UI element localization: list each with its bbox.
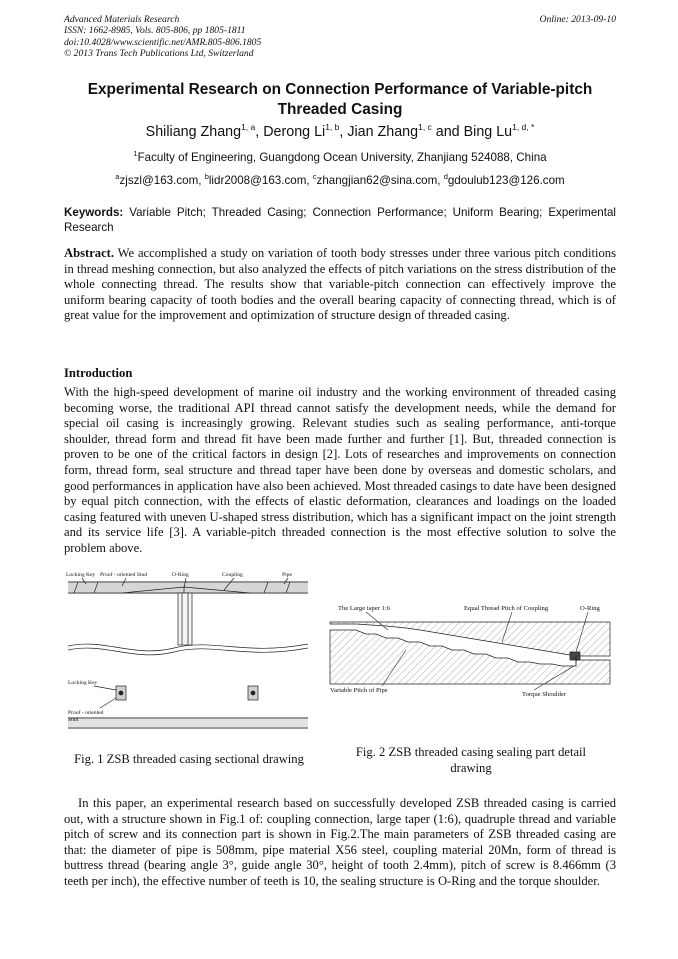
- author-list: [64, 122, 616, 140]
- fig1-label-stud-bottom-2: Stud: [68, 717, 79, 723]
- author-name: Derong Li: [263, 123, 326, 140]
- fig1-label-stud-top: Proof - oriented Stud: [100, 572, 148, 578]
- author-separator: ,: [339, 123, 348, 140]
- author-affil-sup: 1, b: [325, 122, 340, 132]
- journal-copyright: © 2013 Trans Tech Publications Ltd, Switzerland: [64, 47, 254, 59]
- online-date: Online: 2013-09-10: [539, 14, 616, 25]
- introduction-text: With the high-speed development of marine oil industry and the working environment of threaded casing becoming worse, the traditional API thread cannot satisfy the development needs, while the demand for special oil casing is increasingly growing. Relevant studies such as sealing performance, anti-torque shoulder, thread form and thread fit have been made further and further [1]. But, threaded connection is proven to be one of the critical factors in design [2]. Lots of researches and improvements on connection form, thread form, seal structure and thread taper have been done by overseas and domestic scholars, and good performances in application have also been achieved. Most threaded casings to date have been designed by equal pitch connection, with the effects of elastic deformation, clearances and loadings on the loaded casing featured with uneven U-shaped stress distribution, which has a significant impact on the joint strength and its service life [3]. A variable-pitch threaded connection is the most effective solution to solve the problem above.: [64, 385, 616, 555]
- email-list: [64, 172, 616, 187]
- introduction-heading: Introduction: [64, 366, 133, 380]
- fig1-label-stud-bottom-1: Proof - oriented: [68, 710, 104, 716]
- fig1-label-locking-key-bottom: Locking Key: [68, 680, 98, 686]
- keywords: [64, 205, 616, 235]
- fig2-label-variable-pitch: Variable Pitch of Pipe: [330, 687, 388, 694]
- fig1-label-locking-key-top: Locking Key: [66, 572, 96, 578]
- fig2-label-oring: O-Ring: [580, 605, 600, 612]
- email-sup: a: [115, 172, 120, 181]
- affiliation-sup: 1: [133, 149, 138, 158]
- fig2-label-torque-shoulder: Torque Shoulder: [522, 691, 567, 698]
- fig1-label-pipe: Pipe: [282, 572, 292, 578]
- abstract: [64, 246, 616, 324]
- figure-1-caption: Fig. 1 ZSB threaded casing sectional drawing: [74, 752, 304, 766]
- fig1-label-oring: O-Ring: [172, 572, 189, 578]
- author-name: Jian Zhang: [347, 123, 419, 140]
- author-name: Shiliang Zhang: [145, 123, 242, 140]
- email-sup: b: [204, 172, 209, 181]
- fig1-label-coupling: Coupling: [222, 572, 243, 578]
- affiliation: [64, 149, 616, 164]
- paper-title: Experimental Research on Connection Performance of Variable-pitch Threaded Casing: [87, 81, 593, 118]
- figure-1-sectional-drawing: [64, 568, 312, 734]
- journal-header: [64, 14, 616, 59]
- journal-issn: ISSN: 1662-8985, Vols. 805-806, pp 1805-1811: [64, 25, 246, 37]
- body-paragraph: In this paper, an experimental research based on successfully developed ZSB threaded casing is carried out, with a structure shown in Fig.1 of: coupling connection, large taper (1:6), quadruple thread and variable pitch of screw and its connection part is shown in Fig.2.The main parameters of ZSB threaded casing are that: the diameter of pipe is 508mm, pipe material X56 steel, coupling material 20Mn, form of thread is buttress thread (bearing angle 3°, guide angle 30°, height of tooth 2.4mm), pitch of screw is 8.466mm (3 teeth per inch), the effective number of teeth is 10, the sealing structure is O-Ring and the torque shoulder.: [64, 796, 616, 888]
- author-name: Bing Lu: [463, 123, 513, 140]
- journal-doi: doi:10.4028/www.scientific.net/AMR.805-806.1805: [64, 36, 262, 48]
- keywords-text: Variable Pitch; Threaded Casing; Connection Performance; Uniform Bearing; Experimental Research: [64, 206, 616, 234]
- email-sup: c: [312, 172, 317, 181]
- abstract-label: Abstract.: [64, 246, 115, 260]
- email-address: gdoulub123@126.com: [447, 173, 565, 187]
- email-address: zhangjian62@sina.com,: [316, 173, 444, 187]
- fig2-label-equal-pitch: Equal Thread Pitch of Coupling: [464, 605, 549, 612]
- figure-2-caption: Fig. 2 ZSB threaded casing sealing part detail drawing: [355, 745, 587, 775]
- affiliation-text: Faculty of Engineering, Guangdong Ocean University, Zhanjiang 524088, China: [137, 150, 547, 164]
- author-separator: ,: [255, 123, 264, 140]
- email-address: lidr2008@163.com,: [208, 173, 313, 187]
- author-affil-sup: 1, d, *: [512, 122, 535, 132]
- abstract-text: We accomplished a study on variation of tooth body stresses under three various pitch conditions in thread meshing connection, but also analyzed the effects of pitch variations on the stress distribution of the whole connecting thread. The results show that variable-pitch connection can effectively improve the uniform bearing capacity of tooth bodies and the overall bearing capacity of connecting thread, which is of great value for the improvement and optimization of structure design of threaded casing.: [64, 246, 616, 323]
- email-sup: d: [443, 172, 448, 181]
- author-affil-sup: 1, c: [418, 122, 432, 132]
- fig2-label-large-taper: The Large taper 1:6: [338, 605, 391, 612]
- author-affil-sup: 1, a: [241, 122, 256, 132]
- figure-2-sealing-detail: [326, 600, 614, 698]
- author-separator: and: [431, 123, 464, 140]
- keywords-label: Keywords:: [64, 206, 124, 219]
- email-address: zjszl@163.com,: [119, 173, 205, 187]
- journal-name: Advanced Materials Research: [64, 14, 180, 25]
